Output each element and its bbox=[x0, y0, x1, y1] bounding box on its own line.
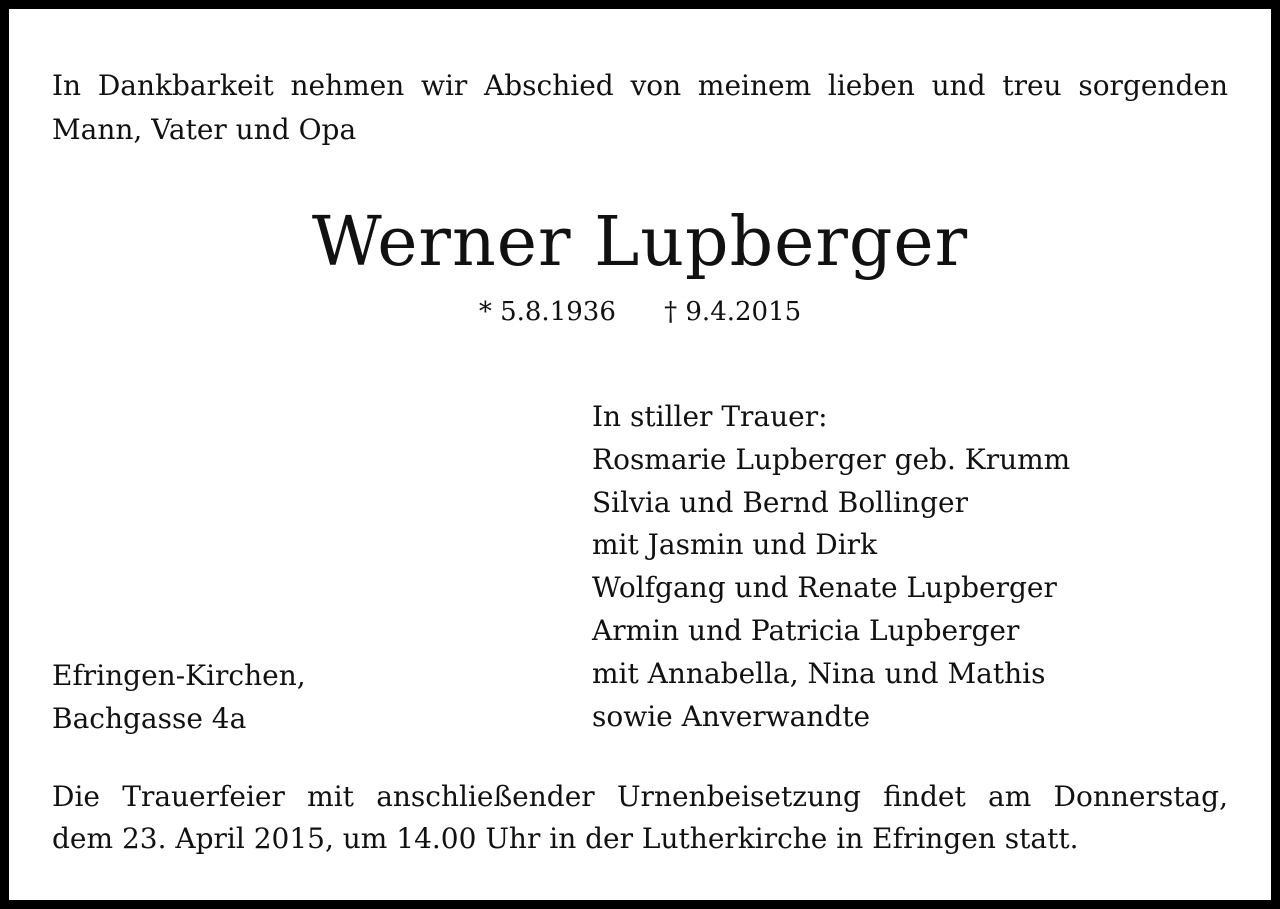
address-street: Bachgasse 4a bbox=[52, 701, 247, 735]
mourner-line: sowie Anverwandte bbox=[592, 699, 871, 733]
life-dates bbox=[0, 294, 1280, 330]
mourner-line: Armin und Patricia Lupberger bbox=[592, 613, 1020, 647]
address-block bbox=[52, 655, 306, 741]
deceased-name: Werner Lupberger bbox=[311, 203, 969, 282]
birth-date: * 5.8.1936 bbox=[478, 297, 616, 327]
intro-line-2: Mann, Vater und Opa bbox=[52, 113, 357, 146]
mourners-list bbox=[592, 396, 1070, 738]
service-line-2: dem 23. April 2015, um 14.00 Uhr in der Lutherkirche in Efringen statt. bbox=[52, 822, 1079, 855]
mourner-line: Wolfgang und Renate Lupberger bbox=[592, 571, 1057, 605]
mourners-heading: In stiller Trauer: bbox=[592, 400, 828, 433]
intro-text bbox=[52, 64, 1228, 152]
mourner-line: mit Jasmin und Dirk bbox=[592, 528, 878, 562]
intro-line-1: In Dankbarkeit nehmen wir Abschied von meinem lieben und treu sorgenden bbox=[52, 69, 1228, 102]
service-announcement bbox=[52, 776, 1228, 860]
service-line-1: Die Trauerfeier mit anschließender Urnenbeisetzung findet am Donnerstag, bbox=[52, 780, 1228, 813]
mourner-line: mit Annabella, Nina und Mathis bbox=[592, 656, 1046, 690]
mourner-line: Rosmarie Lupberger geb. Krumm bbox=[592, 442, 1071, 476]
death-date: † 9.4.2015 bbox=[664, 297, 802, 327]
mourner-line: Silvia und Bernd Bollinger bbox=[592, 485, 968, 519]
address-town: Efringen-Kirchen, bbox=[52, 659, 306, 692]
